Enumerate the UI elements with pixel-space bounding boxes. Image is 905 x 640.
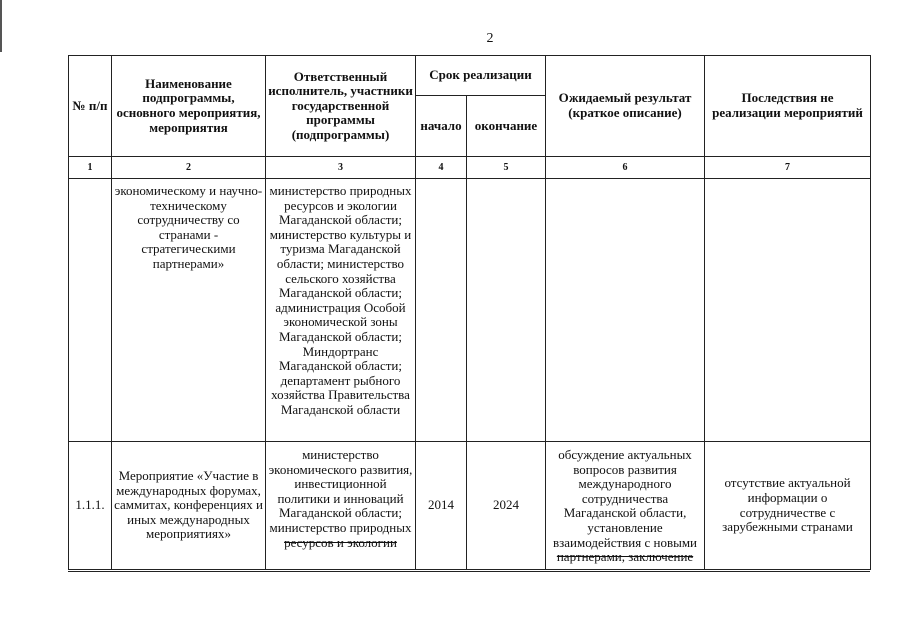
cell-num: 1.1.1. — [69, 442, 112, 570]
page-number: 2 — [486, 31, 494, 46]
header-result: Ожидаемый результат (краткое описание) — [546, 56, 705, 157]
cell-result — [546, 179, 705, 442]
cell-consequences — [705, 179, 871, 442]
header-name: Наименование подпрограммы, основного мероприятия, мероприятия — [112, 56, 266, 157]
result-cut-text: партнерами, заключение — [556, 549, 694, 565]
header-period: Срок реализации — [416, 56, 546, 96]
header-consequences: Последствия не реализации мероприятий — [705, 56, 871, 157]
cell-executor — [266, 442, 416, 570]
cell-end — [467, 179, 546, 442]
column-number: 2 — [112, 157, 266, 179]
program-measures-table — [68, 55, 871, 570]
cell-num — [69, 179, 112, 442]
column-number: 5 — [467, 157, 546, 179]
header-start: начало — [416, 96, 467, 157]
result-text: обсуждение актуальных вопросов развития международного сотрудничества Магаданской области, установление взаимодействия с новыми — [553, 447, 698, 550]
cell-start — [416, 179, 467, 442]
header-end: окончание — [467, 96, 546, 157]
executor-text: министерство экономического развития, инвестиционной политики и инноваций Магаданской области; министерство природных — [268, 447, 413, 535]
cell-end: 2024 — [467, 442, 546, 570]
header-row-top — [69, 56, 871, 96]
column-number: 6 — [546, 157, 705, 179]
cell-start: 2014 — [416, 442, 467, 570]
table-row — [69, 442, 871, 570]
column-number: 7 — [705, 157, 871, 179]
header-executor: Ответственный исполнитель, участники государственной программы (подпрограммы) — [266, 56, 416, 157]
executor-cut-text: ресурсов и экологии — [284, 534, 397, 550]
table-row — [69, 179, 871, 442]
cell-name: Мероприятие «Участие в международных форумах, саммитах, конференциях и иных международных мероприятиях» — [112, 442, 266, 570]
cell-result — [546, 442, 705, 570]
column-number: 1 — [69, 157, 112, 179]
column-number: 3 — [266, 157, 416, 179]
header-num: № п/п — [69, 56, 112, 157]
cell-consequences: отсутствие актуальной информации о сотрудничестве с зарубежными странами — [705, 442, 871, 570]
cell-name: экономическому и научно-техническому сотрудничеству со странами - стратегическими партнерами» — [112, 179, 266, 442]
table-bottom-rule — [68, 571, 870, 572]
column-number-row — [69, 157, 871, 179]
column-number: 4 — [416, 157, 467, 179]
cell-executor: министерство природных ресурсов и экологии Магаданской области; министерство культуры и туризма Магаданской области; министерство сельского хозяйства Магаданской области; администрация Особой экономической зоны Магаданской области; Миндортранс Магаданской области; департамент рыбного хозяйства Правительства Магаданской области — [266, 179, 416, 442]
